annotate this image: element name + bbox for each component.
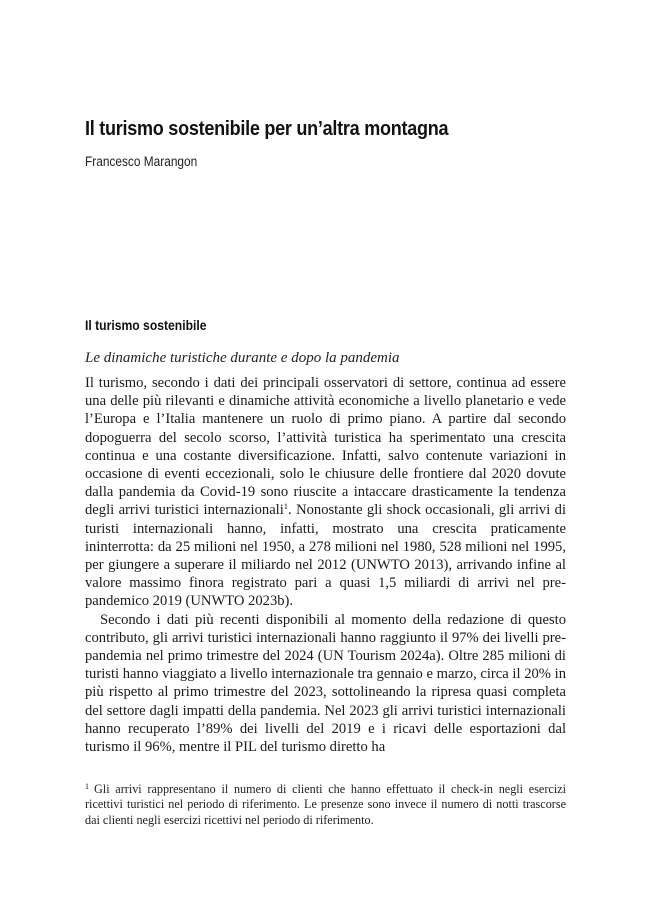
section-heading: Il turismo sostenibile	[85, 318, 207, 333]
footnote-text: Gli arrivi rappresentano il numero di clienti che hanno effettuato il check-in negli esercizi ricettivi turistici nel periodo di riferimento. Le presenze sono invece il numero di notti trascorse dai clienti negli esercizi ricettivi nel periodo di riferimento.	[85, 782, 566, 827]
chapter-title: Il turismo sostenibile per un’altra montagna	[85, 117, 449, 140]
chapter-author: Francesco Marangon	[85, 154, 198, 169]
footnote-mark: 1	[85, 782, 89, 791]
paragraph-2: Secondo i dati più recenti disponibili al momento della redazione di questo contributo, gli arrivi turistici internazionali hanno raggiunto il 97% dei livelli pre-pandemia nel primo trimestre del 2024 (UN Tourism 2024a). Oltre 285 milioni di turisti hanno viaggiato a livello internazionale tra gennaio e marzo, circa il 20% in più rispetto al primo trimestre del 2023, sottolineando la ripresa quasi completa del settore dagli impatti della pandemia. Nel 2023 gli arrivi turistici internazionali hanno recuperato l’89% dei livelli del 2019 e i ricavi delle esportazioni dal turismo il 96%, mentre il PIL del turismo diretto ha	[85, 611, 566, 756]
paragraph-1	[85, 374, 566, 611]
paragraph-1-text-continued: . Nonostante gli shock occasionali, gli arrivi di turisti internazionali hanno, infatti, mostrato una crescita praticamente ininterrotta: da 25 milioni nel 1950, a 278 milioni nel 1980, 528 milioni nel 1995, per giungere a superare il miliardo nel 2012 (UNWTO 2013), arrivando infine al valore massimo finora registrato pari a quasi 1,5 miliardi di arrivi nel pre-pandemico 2019 (UNWTO 2023b).	[85, 502, 567, 610]
body-text	[85, 374, 566, 756]
footnote	[85, 782, 566, 828]
footnote-reference[interactable]: 1	[283, 501, 289, 512]
paragraph-1-text: Il turismo, secondo i dati dei principali osservatori di settore, continua ad essere una delle più rilevanti e dinamiche attività economiche a livello planetario e vede l’Europa e l’Italia mantenere un ruolo di primo piano. A partire dal secondo dopoguerra del secolo scorso, l’attività turistica ha sperimentato una crescita continua e una costante diversificazione. Infatti, salvo contenute variazioni in occasione di eventi eccezionali, solo le chiusure delle frontiere dal 2020 dovute dalla pandemia da Covid-19 sono riuscite a intaccare drasticamente la tendenza degli arrivi turistici internazionali	[85, 375, 566, 519]
subsection-heading: Le dinamiche turistiche durante e dopo la pandemia	[85, 350, 400, 366]
